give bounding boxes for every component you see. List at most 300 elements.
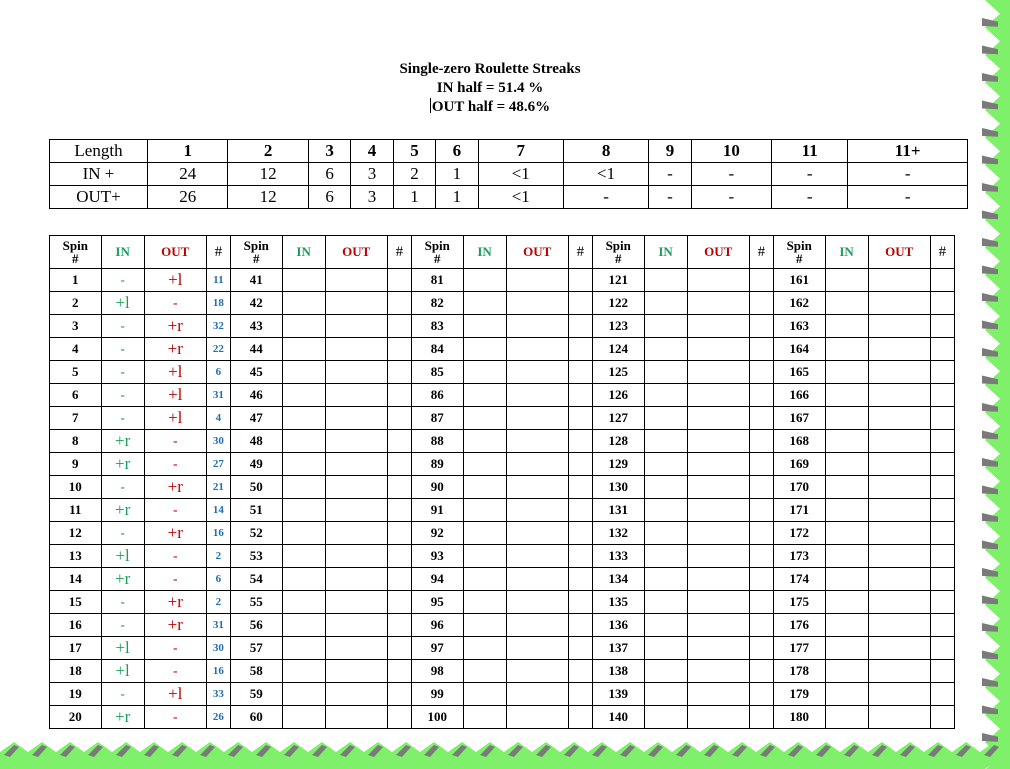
spin-number-cell: 124: [592, 338, 644, 361]
roulette-number-cell: [749, 269, 773, 292]
spin-number-cell: 93: [411, 545, 463, 568]
roulette-number-cell: [387, 545, 411, 568]
out-result-cell: [506, 292, 568, 315]
spin-number-cell: 18: [50, 660, 102, 683]
out-result-cell: [868, 476, 930, 499]
roulette-number-cell: [387, 591, 411, 614]
out-result-cell: [506, 522, 568, 545]
roulette-number-cell: [749, 637, 773, 660]
roulette-number-cell: [568, 568, 592, 591]
roulette-number-cell: [568, 407, 592, 430]
spin-number-cell: 125: [592, 361, 644, 384]
out-result-cell: [325, 660, 387, 683]
in-result-cell: -: [101, 361, 144, 384]
in-result-cell: [644, 430, 687, 453]
roulette-number-cell: [930, 614, 954, 637]
spin-header-hash: #: [434, 251, 441, 266]
spin-number-cell: 88: [411, 430, 463, 453]
spin-column-header: [411, 236, 463, 269]
out-result-cell: -: [144, 545, 206, 568]
in-result-cell: -: [101, 384, 144, 407]
spin-number-cell: 89: [411, 453, 463, 476]
roulette-number-cell: 11: [206, 269, 230, 292]
out-result-cell: -: [144, 453, 206, 476]
in-result-cell: [282, 683, 325, 706]
summary-cell: 26: [148, 186, 228, 209]
summary-cell: -: [772, 186, 848, 209]
out-result-cell: [325, 269, 387, 292]
in-result-cell: [282, 384, 325, 407]
spin-number-cell: 171: [773, 499, 825, 522]
roulette-number-cell: [930, 269, 954, 292]
roulette-number-cell: [568, 591, 592, 614]
spin-number-cell: 52: [230, 522, 282, 545]
summary-length-header: 1: [148, 140, 228, 163]
in-result-cell: [825, 430, 868, 453]
out-column-header: OUT: [144, 236, 206, 269]
roulette-number-cell: [749, 315, 773, 338]
roulette-number-cell: 27: [206, 453, 230, 476]
in-result-cell: -: [101, 315, 144, 338]
spin-number-cell: 122: [592, 292, 644, 315]
spin-number-cell: 47: [230, 407, 282, 430]
in-result-cell: [644, 706, 687, 729]
spin-number-cell: 176: [773, 614, 825, 637]
out-result-cell: [687, 338, 749, 361]
in-result-cell: [644, 522, 687, 545]
roulette-number-cell: [930, 591, 954, 614]
out-result-cell: -: [144, 637, 206, 660]
in-result-cell: [463, 637, 506, 660]
spin-number-cell: 14: [50, 568, 102, 591]
roulette-number-cell: 18: [206, 292, 230, 315]
streak-length-table: [49, 139, 968, 209]
out-result-cell: [687, 384, 749, 407]
spin-number-cell: 166: [773, 384, 825, 407]
spin-number-cell: 60: [230, 706, 282, 729]
in-result-cell: -: [101, 522, 144, 545]
in-result-cell: [825, 384, 868, 407]
spin-number-cell: 180: [773, 706, 825, 729]
spin-number-cell: 132: [592, 522, 644, 545]
spin-number-cell: 51: [230, 499, 282, 522]
in-result-cell: [282, 591, 325, 614]
out-result-cell: [868, 384, 930, 407]
roulette-number-cell: [930, 407, 954, 430]
summary-length-header: 6: [436, 140, 478, 163]
spin-number-cell: 3: [50, 315, 102, 338]
roulette-number-cell: [930, 522, 954, 545]
roulette-number-cell: 16: [206, 522, 230, 545]
in-column-header: IN: [463, 236, 506, 269]
roulette-number-cell: [749, 706, 773, 729]
roulette-number-cell: [387, 660, 411, 683]
summary-length-header: 9: [649, 140, 691, 163]
in-result-cell: [463, 269, 506, 292]
roulette-number-cell: [749, 361, 773, 384]
summary-length-header: 4: [351, 140, 393, 163]
out-result-cell: +r: [144, 591, 206, 614]
out-result-cell: +l: [144, 384, 206, 407]
in-result-cell: [463, 361, 506, 384]
summary-length-header: 11: [772, 140, 848, 163]
spin-number-cell: 41: [230, 269, 282, 292]
in-result-cell: [644, 499, 687, 522]
in-result-cell: +r: [101, 499, 144, 522]
roulette-number-cell: [930, 338, 954, 361]
out-result-cell: [506, 430, 568, 453]
in-result-cell: [825, 637, 868, 660]
in-result-cell: -: [101, 476, 144, 499]
roulette-number-cell: 14: [206, 499, 230, 522]
title-line-3-text: OUT half = 48.6%: [431, 99, 551, 115]
in-result-cell: [463, 384, 506, 407]
spin-header-word: Spin: [243, 238, 269, 253]
spin-number-cell: 50: [230, 476, 282, 499]
in-result-cell: [463, 430, 506, 453]
in-result-cell: -: [101, 614, 144, 637]
spin-number-cell: 100: [411, 706, 463, 729]
spin-number-cell: 49: [230, 453, 282, 476]
spin-number-cell: 177: [773, 637, 825, 660]
spin-column-header: [592, 236, 644, 269]
roulette-number-cell: [568, 292, 592, 315]
roulette-number-cell: [930, 292, 954, 315]
roulette-number-cell: 4: [206, 407, 230, 430]
spin-row: [50, 706, 955, 729]
spin-number-cell: 13: [50, 545, 102, 568]
roulette-number-cell: [749, 545, 773, 568]
out-result-cell: [687, 499, 749, 522]
spin-row: [50, 269, 955, 292]
roulette-number-cell: [749, 568, 773, 591]
out-result-cell: [868, 407, 930, 430]
out-result-cell: -: [144, 430, 206, 453]
roulette-number-cell: [387, 637, 411, 660]
out-result-cell: [687, 637, 749, 660]
roulette-number-cell: [568, 545, 592, 568]
out-result-cell: +l: [144, 683, 206, 706]
spin-number-cell: 139: [592, 683, 644, 706]
roulette-number-cell: [387, 522, 411, 545]
spin-number-cell: 170: [773, 476, 825, 499]
out-result-cell: [687, 545, 749, 568]
spin-number-cell: 174: [773, 568, 825, 591]
out-result-cell: [325, 453, 387, 476]
in-result-cell: [825, 407, 868, 430]
roulette-number-cell: [387, 453, 411, 476]
out-result-cell: [325, 384, 387, 407]
in-result-cell: [825, 568, 868, 591]
out-result-cell: [687, 269, 749, 292]
out-result-cell: [687, 591, 749, 614]
spin-number-cell: 168: [773, 430, 825, 453]
summary-length-header: 10: [691, 140, 771, 163]
out-result-cell: [325, 591, 387, 614]
number-column-header: #: [206, 236, 230, 269]
summary-cell: <1: [478, 163, 563, 186]
out-result-cell: [687, 614, 749, 637]
spin-number-cell: 58: [230, 660, 282, 683]
out-result-cell: [868, 499, 930, 522]
in-result-cell: [825, 338, 868, 361]
out-result-cell: [868, 706, 930, 729]
spin-number-cell: 126: [592, 384, 644, 407]
roulette-number-cell: [568, 660, 592, 683]
spin-number-cell: 44: [230, 338, 282, 361]
out-result-cell: [868, 591, 930, 614]
in-result-cell: [282, 660, 325, 683]
out-result-cell: [506, 384, 568, 407]
in-result-cell: +r: [101, 430, 144, 453]
summary-row-label: OUT+: [50, 186, 148, 209]
in-result-cell: -: [101, 338, 144, 361]
out-result-cell: [325, 292, 387, 315]
in-result-cell: [644, 476, 687, 499]
out-result-cell: [687, 522, 749, 545]
spin-number-cell: 15: [50, 591, 102, 614]
out-result-cell: [506, 476, 568, 499]
in-column-header: IN: [644, 236, 687, 269]
out-result-cell: [687, 660, 749, 683]
roulette-number-cell: [749, 614, 773, 637]
roulette-number-cell: [387, 476, 411, 499]
roulette-number-cell: [930, 568, 954, 591]
spin-number-cell: 16: [50, 614, 102, 637]
spin-number-cell: 87: [411, 407, 463, 430]
out-result-cell: [325, 407, 387, 430]
title-line-3[interactable]: [0, 98, 980, 117]
out-result-cell: [687, 407, 749, 430]
in-result-cell: [825, 683, 868, 706]
out-result-cell: [687, 361, 749, 384]
spin-number-cell: 95: [411, 591, 463, 614]
summary-header-label: Length: [50, 140, 148, 163]
summary-cell: -: [691, 186, 771, 209]
out-result-cell: [506, 637, 568, 660]
spin-number-cell: 11: [50, 499, 102, 522]
out-result-cell: [868, 361, 930, 384]
roulette-number-cell: [387, 568, 411, 591]
in-result-cell: [282, 269, 325, 292]
in-column-header: IN: [101, 236, 144, 269]
summary-length-header: 8: [563, 140, 648, 163]
spin-number-cell: 99: [411, 683, 463, 706]
spin-row: [50, 338, 955, 361]
out-result-cell: [325, 476, 387, 499]
in-result-cell: [282, 407, 325, 430]
roulette-number-cell: 2: [206, 591, 230, 614]
roulette-number-cell: [387, 338, 411, 361]
in-result-cell: +l: [101, 545, 144, 568]
roulette-number-cell: 31: [206, 384, 230, 407]
spin-number-cell: 94: [411, 568, 463, 591]
spin-row: [50, 522, 955, 545]
in-result-cell: [825, 522, 868, 545]
spin-number-cell: 165: [773, 361, 825, 384]
in-result-cell: [463, 614, 506, 637]
out-result-cell: [506, 545, 568, 568]
roulette-number-cell: [387, 614, 411, 637]
summary-row-label: IN +: [50, 163, 148, 186]
in-result-cell: [825, 545, 868, 568]
out-result-cell: [687, 453, 749, 476]
summary-cell: -: [563, 186, 648, 209]
roulette-number-cell: [568, 499, 592, 522]
spin-row: [50, 499, 955, 522]
out-result-cell: [506, 407, 568, 430]
out-result-cell: -: [144, 292, 206, 315]
spin-number-cell: 136: [592, 614, 644, 637]
in-result-cell: [825, 292, 868, 315]
out-result-cell: +l: [144, 361, 206, 384]
spin-row: [50, 453, 955, 476]
spin-row: [50, 568, 955, 591]
in-result-cell: [463, 315, 506, 338]
roulette-number-cell: [749, 407, 773, 430]
out-result-cell: [325, 361, 387, 384]
out-result-cell: [506, 660, 568, 683]
document-title: [0, 60, 980, 117]
roulette-number-cell: 21: [206, 476, 230, 499]
summary-length-header: 11+: [848, 140, 968, 163]
in-result-cell: [463, 591, 506, 614]
summary-cell: -: [691, 163, 771, 186]
roulette-number-cell: [930, 499, 954, 522]
spin-number-cell: 12: [50, 522, 102, 545]
spin-number-cell: 178: [773, 660, 825, 683]
in-result-cell: [644, 660, 687, 683]
out-result-cell: [687, 476, 749, 499]
roulette-number-cell: [749, 660, 773, 683]
roulette-number-cell: [930, 430, 954, 453]
spin-number-cell: 84: [411, 338, 463, 361]
roulette-number-cell: [930, 384, 954, 407]
roulette-number-cell: [568, 361, 592, 384]
summary-cell: -: [848, 163, 968, 186]
spin-number-cell: 123: [592, 315, 644, 338]
roulette-number-cell: [930, 637, 954, 660]
spin-number-cell: 85: [411, 361, 463, 384]
out-result-cell: [506, 706, 568, 729]
roulette-number-cell: [387, 384, 411, 407]
out-result-cell: [868, 292, 930, 315]
roulette-number-cell: 26: [206, 706, 230, 729]
spin-header-hash: #: [795, 251, 803, 266]
in-result-cell: [463, 660, 506, 683]
out-column-header: OUT: [868, 236, 930, 269]
in-result-cell: [644, 292, 687, 315]
in-result-cell: [644, 614, 687, 637]
in-result-cell: +l: [101, 637, 144, 660]
in-result-cell: [282, 499, 325, 522]
in-result-cell: [282, 361, 325, 384]
out-result-cell: [506, 614, 568, 637]
out-result-cell: [506, 338, 568, 361]
in-result-cell: [282, 338, 325, 361]
out-result-cell: [506, 683, 568, 706]
in-result-cell: [644, 683, 687, 706]
roulette-number-cell: [930, 315, 954, 338]
out-result-cell: [325, 430, 387, 453]
spin-number-cell: 92: [411, 522, 463, 545]
out-result-cell: [868, 545, 930, 568]
out-result-cell: [325, 706, 387, 729]
spin-number-cell: 48: [230, 430, 282, 453]
spin-number-cell: 162: [773, 292, 825, 315]
out-column-header: OUT: [687, 236, 749, 269]
spin-header-word: Spin: [605, 238, 631, 253]
in-result-cell: +l: [101, 292, 144, 315]
roulette-number-cell: [387, 499, 411, 522]
spin-column-header: [50, 236, 102, 269]
spin-number-cell: 96: [411, 614, 463, 637]
in-result-cell: +r: [101, 706, 144, 729]
summary-cell: 24: [148, 163, 228, 186]
summary-cell: 3: [351, 186, 393, 209]
spin-number-cell: 42: [230, 292, 282, 315]
spin-number-cell: 169: [773, 453, 825, 476]
spin-number-cell: 128: [592, 430, 644, 453]
roulette-number-cell: 32: [206, 315, 230, 338]
spin-number-cell: 90: [411, 476, 463, 499]
roulette-number-cell: [749, 499, 773, 522]
in-result-cell: -: [101, 683, 144, 706]
in-result-cell: +r: [101, 568, 144, 591]
roulette-number-cell: [387, 683, 411, 706]
in-result-cell: [825, 499, 868, 522]
in-result-cell: [644, 361, 687, 384]
spin-number-cell: 129: [592, 453, 644, 476]
in-result-cell: [282, 614, 325, 637]
spin-row: [50, 476, 955, 499]
summary-length-header: 2: [228, 140, 308, 163]
spin-header-hash: #: [614, 251, 622, 266]
spin-row: [50, 361, 955, 384]
in-result-cell: +l: [101, 660, 144, 683]
roulette-number-cell: [568, 683, 592, 706]
spin-number-cell: 133: [592, 545, 644, 568]
out-result-cell: [325, 614, 387, 637]
in-result-cell: [282, 522, 325, 545]
out-result-cell: [325, 522, 387, 545]
in-result-cell: [463, 545, 506, 568]
summary-cell: 3: [351, 163, 393, 186]
roulette-number-cell: [568, 522, 592, 545]
in-result-cell: [463, 683, 506, 706]
in-result-cell: [282, 453, 325, 476]
spin-row: [50, 591, 955, 614]
in-result-cell: [282, 545, 325, 568]
in-result-cell: [282, 706, 325, 729]
spin-row: [50, 683, 955, 706]
spin-number-cell: 53: [230, 545, 282, 568]
in-result-cell: [282, 430, 325, 453]
in-result-cell: [825, 660, 868, 683]
spin-number-cell: 163: [773, 315, 825, 338]
spin-number-cell: 121: [592, 269, 644, 292]
spin-number-cell: 43: [230, 315, 282, 338]
summary-row: [50, 186, 968, 209]
roulette-number-cell: [749, 384, 773, 407]
roulette-number-cell: [387, 430, 411, 453]
summary-cell: <1: [563, 163, 648, 186]
spin-number-cell: 91: [411, 499, 463, 522]
out-result-cell: [868, 315, 930, 338]
spin-number-cell: 86: [411, 384, 463, 407]
spin-number-cell: 17: [50, 637, 102, 660]
out-result-cell: [325, 683, 387, 706]
